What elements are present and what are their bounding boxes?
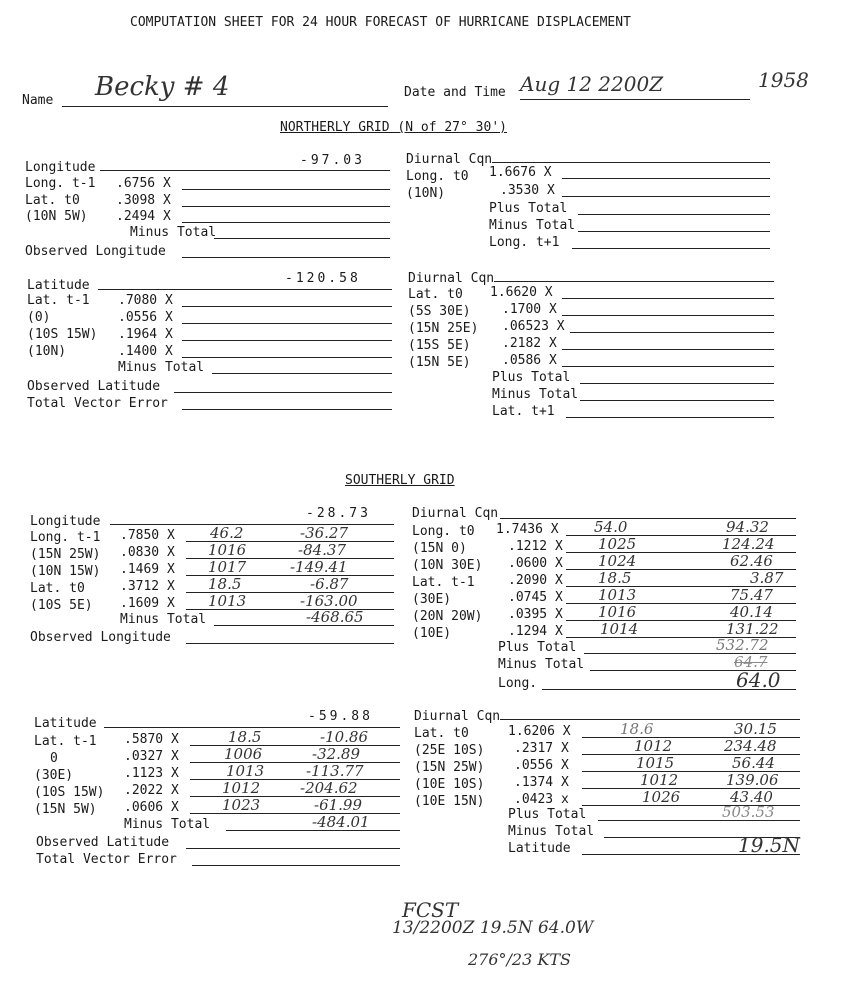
n-latd-row-coef: .0586 X bbox=[502, 353, 557, 368]
s-lat-row-input: 1013 bbox=[226, 762, 265, 780]
n-long-const: -97.03 bbox=[300, 153, 365, 168]
n-lat-observed-line bbox=[174, 392, 392, 393]
s-long-row-label: Lat. t0 bbox=[30, 581, 85, 596]
s-lat-row-input: 1023 bbox=[222, 796, 261, 814]
s-latd-row-input: 1026 bbox=[642, 788, 681, 806]
n-lat-row-line bbox=[182, 323, 392, 324]
n-long-row-coef: .3098 X bbox=[116, 193, 171, 208]
n-lat-row-label: (10S 15W) bbox=[27, 327, 98, 342]
s-latd-row-coef: .2317 X bbox=[514, 741, 569, 756]
s-latd-row-input: 1012 bbox=[634, 737, 673, 755]
northerly-heading: NORTHERLY GRID (N of 27° 30') bbox=[280, 120, 507, 135]
n-latd-row-label: (15S 5E) bbox=[408, 338, 471, 353]
s-longd-result: Long. bbox=[498, 676, 538, 691]
s-longd-minus-value: 64.7 bbox=[734, 653, 768, 671]
n-latd-row-label: Lat. t0 bbox=[408, 287, 463, 302]
n-latd-plus-line bbox=[580, 383, 774, 384]
n-long-row-coef: .2494 X bbox=[116, 209, 171, 224]
n-latd-label: Diurnal Cqn bbox=[408, 271, 495, 286]
s-lat-label: Latitude bbox=[34, 716, 97, 731]
n-latd-row-coef: .1700 X bbox=[502, 302, 557, 317]
s-longd-row-product: 124.24 bbox=[722, 535, 775, 553]
n-longd-minus-line bbox=[578, 231, 770, 232]
s-longd-row-input: 1013 bbox=[598, 586, 637, 604]
s-longd-plus-value: 532.72 bbox=[716, 636, 769, 654]
s-long-row-input: 1017 bbox=[208, 558, 247, 576]
n-lat-row-label: (0) bbox=[27, 310, 51, 325]
s-longd-row-product: 131.22 bbox=[726, 620, 779, 638]
s-latd-minus-total: Minus Total bbox=[508, 824, 595, 839]
s-lat-row-coef: .0606 X bbox=[124, 800, 179, 815]
s-latd-result-value: 19.5N bbox=[738, 833, 801, 857]
s-lat-row-line bbox=[190, 762, 400, 763]
s-longd-row-input: 1025 bbox=[598, 535, 637, 553]
n-lat-row-line bbox=[182, 306, 392, 307]
n-long-label: Longitude bbox=[25, 160, 96, 175]
s-latd-row-coef: .1374 X bbox=[514, 775, 569, 790]
n-long-const-line bbox=[100, 170, 390, 171]
n-latd-minus-line bbox=[580, 400, 774, 401]
n-latd-plus-total: Plus Total bbox=[492, 370, 571, 385]
s-long-label: Longitude bbox=[30, 514, 101, 529]
southerly-heading: SOUTHERLY GRID bbox=[345, 473, 455, 488]
s-longd-row-coef: .2090 X bbox=[508, 573, 563, 588]
n-longd-minus-total: Minus Total bbox=[489, 218, 576, 233]
s-latd-row-label: (15N 25W) bbox=[414, 760, 485, 775]
s-longd-row-product: 40.14 bbox=[730, 603, 773, 621]
s-longd-row-coef: .0745 X bbox=[508, 590, 563, 605]
s-longd-row-input: 54.0 bbox=[594, 518, 628, 536]
s-longd-result-value: 64.0 bbox=[736, 668, 781, 692]
s-longd-row-label: Lat. t-1 bbox=[412, 575, 475, 590]
s-long-observed-line bbox=[186, 643, 394, 644]
n-lat-const: -120.58 bbox=[285, 271, 361, 286]
n-latd-row-coef: 1.6620 X bbox=[490, 285, 553, 300]
s-longd-row-label: (30E) bbox=[412, 592, 452, 607]
n-long-row-coef: .6756 X bbox=[116, 176, 171, 191]
s-lat-row-input: 1006 bbox=[224, 745, 263, 763]
s-long-const: -28.73 bbox=[306, 506, 371, 521]
n-latd-minus-total: Minus Total bbox=[492, 387, 579, 402]
s-latd-row-label: (10E 10S) bbox=[414, 777, 485, 792]
s-longd-row-product: 94.32 bbox=[726, 518, 769, 536]
n-lat-row-line bbox=[182, 357, 392, 358]
n-longd-row-label: (10N) bbox=[406, 186, 446, 201]
s-long-row-product: -163.00 bbox=[300, 592, 358, 610]
n-longd-row-label: Long. t0 bbox=[406, 169, 469, 184]
s-latd-row-coef: .0423 x bbox=[514, 792, 569, 807]
s-lat-row-label: (10S 15W) bbox=[34, 785, 105, 800]
n-long-row-label: Lat. t0 bbox=[25, 193, 80, 208]
s-latd-row-label: (10E 15N) bbox=[414, 794, 485, 809]
n-lat-row-coef: .1964 X bbox=[118, 327, 173, 342]
s-long-row-coef: .0830 X bbox=[120, 545, 175, 560]
n-latd-row-coef: .2182 X bbox=[502, 336, 557, 351]
s-longd-row-label: (20N 20W) bbox=[412, 609, 483, 624]
n-long-observed-line bbox=[182, 257, 390, 258]
n-latd-row-line bbox=[562, 349, 774, 350]
s-latd-label: Diurnal Cqn bbox=[414, 709, 501, 724]
s-long-minus-total: Minus Total bbox=[120, 612, 207, 627]
n-longd-plus-total: Plus Total bbox=[489, 201, 568, 216]
n-longd-line bbox=[492, 162, 770, 163]
s-latd-row-coef: 1.6206 X bbox=[508, 724, 571, 739]
s-latd-row-input: 1012 bbox=[640, 771, 679, 789]
s-lat-row-product: -10.86 bbox=[320, 728, 369, 746]
s-longd-label: Diurnal Cqn bbox=[412, 506, 499, 521]
s-lat-row-line bbox=[190, 745, 400, 746]
n-lat-row-label: (10N) bbox=[27, 344, 67, 359]
s-longd-row-input: 1016 bbox=[598, 603, 637, 621]
n-lat-row-coef: .7080 X bbox=[118, 293, 173, 308]
n-lat-minus-total: Minus Total bbox=[118, 360, 205, 375]
s-long-row-input: 1013 bbox=[208, 592, 247, 610]
s-longd-row-product: 75.47 bbox=[730, 586, 773, 604]
date-line bbox=[520, 99, 750, 100]
s-lat-row-product: -61.99 bbox=[314, 796, 363, 814]
s-lat-row-product: -204.62 bbox=[300, 779, 358, 797]
s-long-row-coef: .1469 X bbox=[120, 562, 175, 577]
n-longd-row-coef: .3530 X bbox=[500, 183, 555, 198]
n-long-row-line bbox=[182, 189, 390, 190]
n-latd-row-line bbox=[562, 315, 774, 316]
s-long-const-hw: -36.27 bbox=[300, 524, 349, 542]
s-long-row-product: -84.37 bbox=[298, 541, 347, 559]
s-lat-row-coef: .2022 X bbox=[124, 783, 179, 798]
date-label: Date and Time bbox=[404, 85, 506, 100]
n-latd-row-label: (5S 30E) bbox=[408, 304, 471, 319]
s-long-row-label: (10N 15W) bbox=[30, 564, 101, 579]
n-lat-vector-line bbox=[182, 409, 392, 410]
s-latd-plus-value: 503.53 bbox=[722, 803, 775, 821]
s-lat-vector-line bbox=[192, 865, 400, 866]
forecast-note-line3: 276°/23 KTS bbox=[468, 950, 571, 969]
s-lat-row-label: 0 bbox=[50, 751, 58, 766]
n-latd-result: Lat. t+1 bbox=[492, 404, 555, 419]
n-latd-result-line bbox=[566, 417, 774, 418]
n-latd-row-coef: .06523 X bbox=[502, 319, 565, 334]
s-long-observed: Observed Longitude bbox=[30, 630, 171, 645]
name-value: Becky # 4 bbox=[95, 72, 230, 102]
n-lat-row-line bbox=[182, 340, 392, 341]
s-long-row-coef: .3712 X bbox=[120, 579, 175, 594]
n-long-observed: Observed Longitude bbox=[25, 244, 166, 259]
s-lat-row-input: 1012 bbox=[222, 779, 261, 797]
s-lat-observed-line bbox=[186, 848, 400, 849]
n-lat-minus-line bbox=[212, 373, 392, 374]
s-longd-row-coef: .1212 X bbox=[508, 539, 563, 554]
n-lat-row-label: Lat. t-1 bbox=[27, 293, 90, 308]
s-latd-row-input: 1015 bbox=[636, 754, 675, 772]
s-long-row-input: 18.5 bbox=[208, 575, 242, 593]
s-lat-row-label: Lat. t-1 bbox=[34, 734, 97, 749]
s-longd-row-input: 1024 bbox=[598, 552, 637, 570]
n-long-row-label: (10N 5W) bbox=[25, 209, 88, 224]
n-lat-const-line bbox=[98, 289, 392, 290]
s-latd-row-coef: .0556 X bbox=[514, 758, 569, 773]
s-latd-row-product: 139.06 bbox=[726, 771, 779, 789]
s-latd-row-product: 30.15 bbox=[734, 720, 777, 738]
s-long-row-product: -149.41 bbox=[290, 558, 348, 576]
s-longd-minus-total: Minus Total bbox=[498, 657, 585, 672]
n-latd-row-line bbox=[562, 366, 774, 367]
n-longd-result: Long. t+1 bbox=[489, 235, 560, 250]
n-lat-label: Latitude bbox=[27, 278, 90, 293]
s-latd-row-product: 234.48 bbox=[724, 737, 777, 755]
n-long-row-line bbox=[182, 222, 390, 223]
s-long-row-coef: .1609 X bbox=[120, 596, 175, 611]
s-latd-result: Latitude bbox=[508, 841, 571, 856]
n-latd-row-label: (15N 5E) bbox=[408, 355, 471, 370]
s-longd-row-input: 1014 bbox=[600, 620, 639, 638]
s-longd-row-coef: .0600 X bbox=[508, 556, 563, 571]
n-longd-row-line bbox=[562, 196, 770, 197]
s-long-row-coef: .7850 X bbox=[120, 528, 175, 543]
s-longd-row-coef: .1294 X bbox=[508, 624, 563, 639]
s-long-row-input: 1016 bbox=[208, 541, 247, 559]
s-long-minus-value: -468.65 bbox=[306, 608, 364, 626]
s-longd-row-label: (10E) bbox=[412, 626, 452, 641]
n-lat-vector-error: Total Vector Error bbox=[27, 396, 168, 411]
n-lat-row-coef: .1400 X bbox=[118, 344, 173, 359]
s-longd-row-label: (15N 0) bbox=[412, 541, 467, 556]
n-latd-row-line bbox=[570, 332, 774, 333]
n-lat-row-coef: .0556 X bbox=[118, 310, 173, 325]
s-longd-row-label: Long. t0 bbox=[412, 524, 475, 539]
n-lat-observed: Observed Latitude bbox=[27, 379, 161, 394]
s-lat-const: -59.88 bbox=[308, 709, 373, 724]
n-long-row-line bbox=[182, 206, 390, 207]
n-long-minus-total: Minus Total bbox=[130, 225, 217, 240]
s-lat-row-input: 18.5 bbox=[228, 728, 262, 746]
s-long-minus-line bbox=[214, 625, 394, 626]
name-line bbox=[62, 106, 388, 107]
s-long-row-label: (10S 5E) bbox=[30, 598, 93, 613]
s-lat-row-coef: .5870 X bbox=[124, 732, 179, 747]
s-longd-row-label: (10N 30E) bbox=[412, 558, 483, 573]
forecast-note-line1: FCST bbox=[402, 898, 459, 922]
s-longd-row-product: 3.87 bbox=[750, 569, 784, 587]
s-longd-row-coef: .0395 X bbox=[508, 607, 563, 622]
s-long-row-input: 46.2 bbox=[210, 524, 244, 542]
n-longd-plus-line bbox=[578, 214, 770, 215]
n-longd-label: Diurnal Cqn bbox=[406, 152, 493, 167]
s-longd-row-input: 18.5 bbox=[598, 569, 632, 587]
n-latd-row-label: (15N 25E) bbox=[408, 321, 479, 336]
s-latd-row-product: 43.40 bbox=[730, 788, 773, 806]
n-long-row-label: Long. t-1 bbox=[25, 176, 96, 191]
s-longd-row-product: 62.46 bbox=[730, 552, 773, 570]
year-value: 1958 bbox=[758, 68, 809, 92]
s-lat-row-label: (15N 5W) bbox=[34, 802, 97, 817]
s-long-row-product: -6.87 bbox=[310, 575, 349, 593]
n-latd-line bbox=[494, 281, 774, 282]
s-latd-row-product: 56.44 bbox=[732, 754, 775, 772]
s-long-const-line bbox=[110, 524, 394, 525]
s-lat-row-coef: .0327 X bbox=[124, 749, 179, 764]
n-longd-row-line bbox=[562, 178, 770, 179]
n-longd-result-line bbox=[572, 248, 770, 249]
s-latd-row-label: Lat. t0 bbox=[414, 726, 469, 741]
s-latd-row-input: 18.6 bbox=[620, 720, 654, 738]
s-long-row-label: Long. t-1 bbox=[30, 530, 101, 545]
n-latd-row-line bbox=[562, 298, 774, 299]
n-longd-row-coef: 1.6676 X bbox=[489, 165, 552, 180]
s-lat-observed: Observed Latitude bbox=[36, 835, 170, 850]
s-latd-plus-total: Plus Total bbox=[508, 807, 587, 822]
s-longd-row-coef: 1.7436 X bbox=[496, 522, 559, 537]
s-lat-row-product: -32.89 bbox=[312, 745, 361, 763]
s-lat-minus-total: Minus Total bbox=[124, 817, 211, 832]
s-lat-row-coef: .1123 X bbox=[124, 766, 179, 781]
s-long-row-label: (15N 25W) bbox=[30, 547, 101, 562]
s-lat-row-product: -113.77 bbox=[306, 762, 364, 780]
n-long-minus-line bbox=[214, 238, 390, 239]
forecast-note-line2: 13/2200Z 19.5N 64.0W bbox=[392, 918, 594, 938]
name-label: Name bbox=[22, 93, 54, 108]
sheet-title: COMPUTATION SHEET FOR 24 HOUR FORECAST OF HURRICANE DISPLACEMENT bbox=[130, 15, 631, 30]
s-latd-row-label: (25E 10S) bbox=[414, 743, 485, 758]
s-lat-vector-error: Total Vector Error bbox=[36, 852, 177, 867]
date-value: Aug 12 2200Z bbox=[520, 72, 664, 96]
s-lat-row-label: (30E) bbox=[34, 768, 74, 783]
s-longd-plus-total: Plus Total bbox=[498, 640, 577, 655]
s-lat-minus-value: -484.01 bbox=[312, 813, 370, 831]
